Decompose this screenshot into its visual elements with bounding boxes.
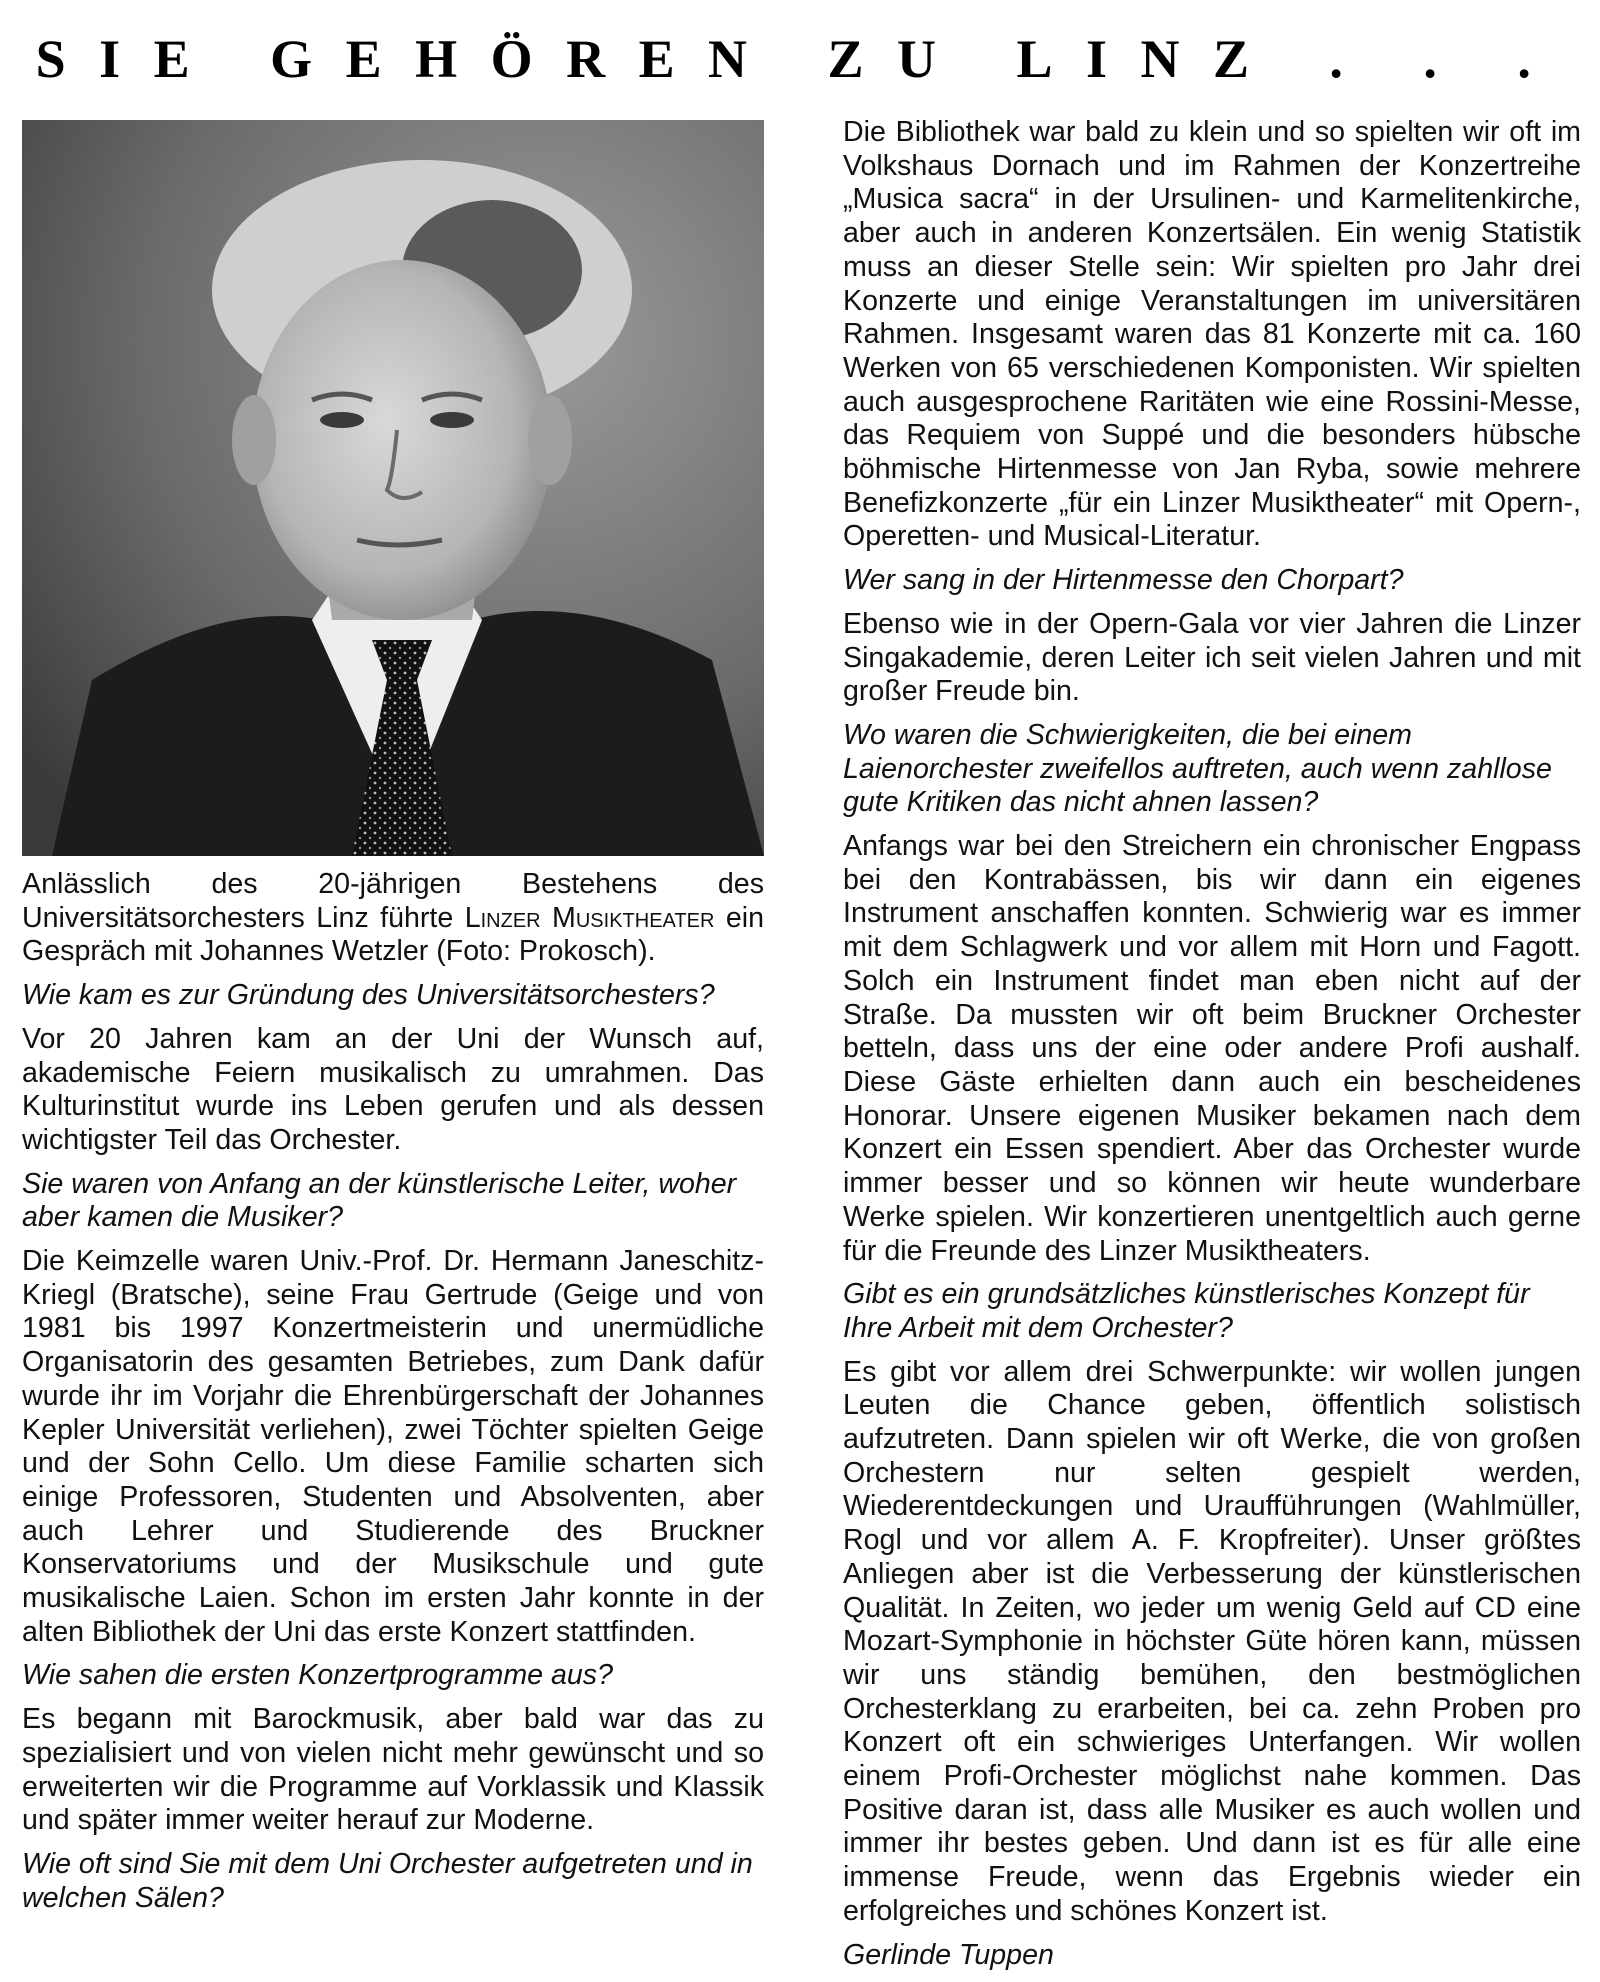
left-column (22, 120, 764, 1925)
portrait-photo (22, 120, 764, 856)
interview-question: Wo waren die Schwierigkeiten, die bei einem Laienorchester zweifellos auftreten, auch wenn zahllose gute Kritiken das nicht ahnen lassen? (843, 718, 1552, 819)
portrait-image (22, 120, 764, 856)
caption-text-part2: ein Gespräch mit Johannes Wetzler (Foto: Prokosch). (22, 901, 764, 968)
interview-answer: Ebenso wie in der Opern-Gala vor vier Jahren die Linzer Singakademie, deren Leiter ich seit vielen Jahren und mit großer Freude bin. (843, 607, 1581, 708)
interview-question: Wer sang in der Hirtenmesse den Chorpart? (843, 564, 1404, 597)
page-headline: SIE GEHÖREN ZU LINZ . . . (35, 29, 1565, 89)
author-signature: Gerlinde Tuppen (843, 1938, 1054, 1971)
interview-question: Gibt es ein grundsätzliches künstlerisches Konzept für Ihre Arbeit mit dem Orchester? (843, 1278, 1530, 1344)
interview-question: Wie sahen die ersten Konzertprogramme aus? (22, 1659, 613, 1692)
interview-answer: Es begann mit Barockmusik, aber bald war das zu spezialisiert und von vielen nicht mehr gewünscht und so erweiterten wir die Programme auf Vorklassik und Klassik und später immer weiter herauf zur Moderne. (22, 1703, 764, 1837)
caption-magazine-name: Linzer Musiktheater (464, 901, 715, 934)
caption-text-part1: Anlässlich des 20-jährigen Bestehens des Universitätsorchesters Linz führte (22, 868, 764, 934)
interview-question: Sie waren von Anfang an der künstlerische Leiter, woher aber kamen die Musiker? (22, 1167, 737, 1234)
interview-answer: Vor 20 Jahren kam an der Uni der Wunsch auf, akademische Feiern musikalisch zu umrahmen. Das Kulturinstitut wurde ins Leben gerufen und als dessen wichtigster Teil das Orchester. (22, 1022, 764, 1156)
interview-answer: Anfangs war bei den Streichern ein chronischer Engpass bei den Kontrabässen, bis wir dann ein eigenes Instrument anschaffen konnten. Schwierig war es immer mit dem Schlagwerk und vor allem mit Horn und Fagott. Solch ein Instrument findet man eben nicht auf der Straße. Da mussten wir oft beim Bruckner Orchester betteln, dass uns der eine oder andere Profi aushalf. Diese Gäste erhielten dann auch ein bescheidenes Honorar. Unsere eigenen Musiker bekamen nach dem Konzert ein Essen spendiert. Aber das Orchester wurde immer besser und so können wir heute wunderbare Werke spielen. Wir konzertieren unentgeltlich auch gerne für die Freunde des Linzer Musiktheaters. (843, 830, 1581, 1267)
photo-caption (22, 868, 764, 969)
interview-question: Wie oft sind Sie mit dem Uni Orchester aufgetreten und in welchen Sälen? (22, 1847, 753, 1914)
interview-answer: Die Keimzelle waren Univ.-Prof. Dr. Hermann Janeschitz-Kriegl (Bratsche), seine Frau Gertrude (Geige und von 1981 bis 1997 Konzertmeisterin und unermüdliche Organisatorin des gesamten Betriebes, zum Dank dafür wurde ihr im Vorjahr die Ehrenbürgerschaft der Johannes Kepler Universität verliehen), zwei Töchter spielten Geige und der Sohn Cello. Um diese Familie scharten sich einige Professoren, Studenten und Absolventen, aber auch Lehrer und Studierende des Bruckner Konservatoriums und der Musikschule und gute musikalische Laien. Schon im ersten Jahr konnte in der alten Bibliothek der Uni das erste Konzert stattfinden. (22, 1245, 764, 1648)
interview-question: Wie kam es zur Gründung des Universitätsorchesters? (22, 979, 715, 1012)
interview-answer: Es gibt vor allem drei Schwerpunkte: wir wollen jungen Leuten die Chance geben, öffentlich solistisch aufzutreten. Dann spielen wir oft Werke, die von großen Orchestern nur selten gespielt werden, Wiederentdeckungen und Uraufführungen (Wahlmüller, Rogl und vor allem A. F. Kropfreiter). Unser größtes Anliegen aber ist die Verbesserung der künstlerischen Qualität. In Zeiten, wo jeder um wenig Geld auf CD eine Mozart-Symphonie in höchster Güte hören kann, müssen wir uns ständig bemühen, den bestmöglichen Orchesterklang zu erarbeiten, bei ca. zehn Proben pro Konzert oft ein schwieriges Unterfangen. Wir wollen einem Profi-Orchester möglichst nahe kommen. Das Positive daran ist, dass alle Musiker es auch wollen und immer ihr bestes geben. Und dann ist es für alle eine immense Freude, wenn das Ergebnis wieder ein erfolgreiches und schönes Konzert ist. (843, 1355, 1581, 1927)
right-column (843, 116, 1581, 1982)
interview-answer: Die Bibliothek war bald zu klein und so spielten wir oft im Volkshaus Dornach und im Rahmen der Konzertreihe „Musica sacra“ in der Ursulinen- und Karmelitenkirche, aber auch in anderen Konzertsälen. Ein wenig Statistik muss an dieser Stelle sein: Wir spielten pro Jahr drei Konzerte und einige Veranstaltungen im universitären Rahmen. Insgesamt waren das 81 Konzerte mit ca. 160 Werken von 65 verschiedenen Komponisten. Wir spielten auch ausgesprochene Raritäten wie eine Rossini-Messe, das Requiem von Suppé und die besonders hübsche böhmische Hirtenmesse von Jan Ryba, sowie mehrere Benefizkonzerte „für ein Linzer Musiktheater“ mit Opern-, Operetten- und Musical-Literatur. (843, 116, 1581, 553)
